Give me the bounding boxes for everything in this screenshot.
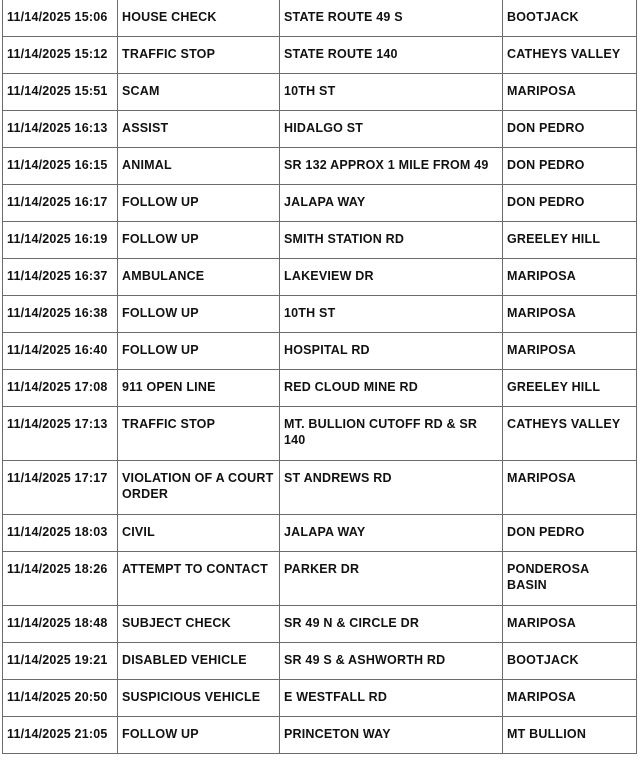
- datetime-cell: 11/14/2025 17:13: [3, 407, 118, 461]
- datetime-cell: 11/14/2025 19:21: [3, 643, 118, 680]
- table-row: [3, 552, 637, 606]
- table-row: [3, 222, 637, 259]
- location-cell: MT. BULLION CUTOFF RD & SR 140: [280, 407, 503, 461]
- table-row: [3, 148, 637, 185]
- call-type-cell: CIVIL: [118, 515, 280, 552]
- area-cell: CATHEYS VALLEY: [503, 37, 637, 74]
- datetime-cell: 11/14/2025 20:50: [3, 680, 118, 717]
- call-type-cell: TRAFFIC STOP: [118, 407, 280, 461]
- call-type-cell: ATTEMPT TO CONTACT: [118, 552, 280, 606]
- location-cell: 10TH ST: [280, 296, 503, 333]
- area-cell: MARIPOSA: [503, 680, 637, 717]
- call-type-cell: SUSPICIOUS VEHICLE: [118, 680, 280, 717]
- table-row: [3, 111, 637, 148]
- datetime-cell: 11/14/2025 15:06: [3, 0, 118, 37]
- call-type-cell: FOLLOW UP: [118, 185, 280, 222]
- call-type-cell: AMBULANCE: [118, 259, 280, 296]
- datetime-cell: 11/14/2025 18:03: [3, 515, 118, 552]
- datetime-cell: 11/14/2025 15:12: [3, 37, 118, 74]
- call-log-table: [2, 0, 637, 754]
- table-row: [3, 259, 637, 296]
- call-log-body: [3, 0, 637, 754]
- table-row: [3, 717, 637, 754]
- area-cell: MARIPOSA: [503, 74, 637, 111]
- call-type-cell: ASSIST: [118, 111, 280, 148]
- location-cell: STATE ROUTE 140: [280, 37, 503, 74]
- area-cell: MARIPOSA: [503, 296, 637, 333]
- datetime-cell: 11/14/2025 18:26: [3, 552, 118, 606]
- call-type-cell: ANIMAL: [118, 148, 280, 185]
- call-type-cell: VIOLATION OF A COURT ORDER: [118, 461, 280, 515]
- area-cell: PONDEROSA BASIN: [503, 552, 637, 606]
- datetime-cell: 11/14/2025 17:08: [3, 370, 118, 407]
- table-row: [3, 74, 637, 111]
- area-cell: MT BULLION: [503, 717, 637, 754]
- datetime-cell: 11/14/2025 21:05: [3, 717, 118, 754]
- area-cell: MARIPOSA: [503, 259, 637, 296]
- call-type-cell: HOUSE CHECK: [118, 0, 280, 37]
- area-cell: GREELEY HILL: [503, 370, 637, 407]
- datetime-cell: 11/14/2025 16:37: [3, 259, 118, 296]
- datetime-cell: 11/14/2025 17:17: [3, 461, 118, 515]
- call-type-cell: SUBJECT CHECK: [118, 606, 280, 643]
- location-cell: SR 49 N & CIRCLE DR: [280, 606, 503, 643]
- call-type-cell: TRAFFIC STOP: [118, 37, 280, 74]
- table-row: [3, 606, 637, 643]
- call-type-cell: 911 OPEN LINE: [118, 370, 280, 407]
- location-cell: ST ANDREWS RD: [280, 461, 503, 515]
- table-row: [3, 185, 637, 222]
- datetime-cell: 11/14/2025 16:19: [3, 222, 118, 259]
- datetime-cell: 11/14/2025 15:51: [3, 74, 118, 111]
- call-type-cell: FOLLOW UP: [118, 296, 280, 333]
- location-cell: PRINCETON WAY: [280, 717, 503, 754]
- location-cell: RED CLOUD MINE RD: [280, 370, 503, 407]
- table-row: [3, 461, 637, 515]
- call-type-cell: DISABLED VEHICLE: [118, 643, 280, 680]
- area-cell: CATHEYS VALLEY: [503, 407, 637, 461]
- table-row: [3, 296, 637, 333]
- call-type-cell: FOLLOW UP: [118, 717, 280, 754]
- location-cell: SMITH STATION RD: [280, 222, 503, 259]
- location-cell: LAKEVIEW DR: [280, 259, 503, 296]
- table-row: [3, 370, 637, 407]
- table-row: [3, 680, 637, 717]
- area-cell: DON PEDRO: [503, 515, 637, 552]
- area-cell: DON PEDRO: [503, 111, 637, 148]
- datetime-cell: 11/14/2025 16:40: [3, 333, 118, 370]
- location-cell: HOSPITAL RD: [280, 333, 503, 370]
- location-cell: STATE ROUTE 49 S: [280, 0, 503, 37]
- table-row: [3, 407, 637, 461]
- table-row: [3, 643, 637, 680]
- datetime-cell: 11/14/2025 16:17: [3, 185, 118, 222]
- table-row: [3, 0, 637, 37]
- location-cell: SR 132 APPROX 1 MILE FROM 49: [280, 148, 503, 185]
- area-cell: BOOTJACK: [503, 643, 637, 680]
- location-cell: 10TH ST: [280, 74, 503, 111]
- location-cell: HIDALGO ST: [280, 111, 503, 148]
- location-cell: JALAPA WAY: [280, 515, 503, 552]
- table-row: [3, 333, 637, 370]
- datetime-cell: 11/14/2025 18:48: [3, 606, 118, 643]
- datetime-cell: 11/14/2025 16:13: [3, 111, 118, 148]
- location-cell: E WESTFALL RD: [280, 680, 503, 717]
- area-cell: MARIPOSA: [503, 461, 637, 515]
- area-cell: MARIPOSA: [503, 333, 637, 370]
- call-type-cell: FOLLOW UP: [118, 333, 280, 370]
- call-type-cell: FOLLOW UP: [118, 222, 280, 259]
- area-cell: DON PEDRO: [503, 185, 637, 222]
- location-cell: JALAPA WAY: [280, 185, 503, 222]
- area-cell: DON PEDRO: [503, 148, 637, 185]
- area-cell: BOOTJACK: [503, 0, 637, 37]
- area-cell: GREELEY HILL: [503, 222, 637, 259]
- table-row: [3, 37, 637, 74]
- area-cell: MARIPOSA: [503, 606, 637, 643]
- table-row: [3, 515, 637, 552]
- datetime-cell: 11/14/2025 16:38: [3, 296, 118, 333]
- datetime-cell: 11/14/2025 16:15: [3, 148, 118, 185]
- call-type-cell: SCAM: [118, 74, 280, 111]
- location-cell: PARKER DR: [280, 552, 503, 606]
- location-cell: SR 49 S & ASHWORTH RD: [280, 643, 503, 680]
